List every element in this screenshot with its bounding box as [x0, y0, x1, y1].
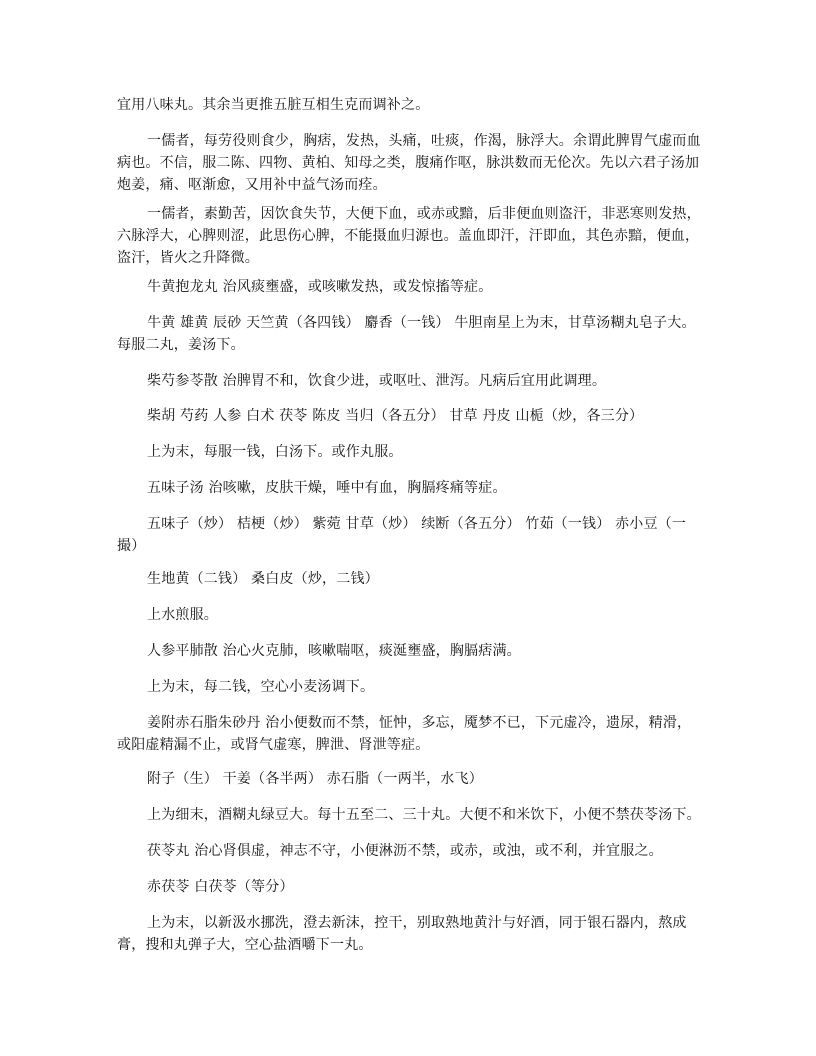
paragraph-16: 附子（生） 干姜（各半两） 赤石脂（一两半，水飞）	[147, 771, 483, 787]
paragraph-17: 上为细末，酒糊丸绿豆大。每十五至二、三十丸。大便不和米饮下，小便不禁茯苓汤下。	[147, 807, 701, 823]
paragraph-20: 上为末，以新汲水挪洗，澄去新沫，控干，别取熟地黄汁与好酒，同于银石器内，熬成膏，搜和丸弹子大，空心盐酒嚼下一丸。	[117, 915, 687, 953]
paragraph-15: 姜附赤石脂朱砂丹 治小便数而不禁，怔忡，多忘，魇梦不已，下元虚冷，遗尿，精滑，或阳虚精漏不止，或肾气虚寒，脾泄、肾泄等症。	[117, 715, 692, 753]
paragraph-2: 一儒者，每劳役则食少，胸痞，发热，头痛，吐痰，作渴，脉浮大。余谓此脾胃气虚而血病也。不信，服二陈、四物、黄柏、知母之类，腹痛作呕，脉洪数而无伦次。先以六君子汤加炮姜，痛、呕渐愈，又用补中益气汤而痊。	[117, 133, 701, 193]
paragraph-14: 上为末，每二钱，空心小麦汤调下。	[147, 679, 375, 695]
paragraph-13: 人参平肺散 治心火克肺，咳嗽喘呕，痰涎壅盛，胸膈痞满。	[147, 643, 521, 659]
paragraph-1: 宜用八味丸。其余当更推五脏互相生克而调补之。	[117, 97, 430, 113]
paragraph-6: 柴芍参苓散 治脾胃不和，饮食少进，或呕吐、泄泻。凡病后宜用此调理。	[147, 373, 607, 389]
paragraph-10: 五味子（炒） 桔梗（炒） 紫菀 甘草（炒） 续断（各五分） 竹茹（一钱） 赤小豆（一撮）	[117, 516, 687, 554]
paragraph-7: 柴胡 芍药 人参 白术 茯苓 陈皮 当归（各五分） 甘草 丹皮 山栀（炒，各三分）	[147, 408, 644, 424]
paragraph-12: 上水煎服。	[147, 607, 218, 623]
paragraph-9: 五味子汤 治咳嗽，皮肤干燥，唾中有血，胸膈疼痛等症。	[147, 480, 507, 496]
paragraph-19: 赤茯苓 白茯苓（等分）	[147, 879, 294, 895]
paragraph-4: 牛黄抱龙丸 治风痰壅盛，或咳嗽发热，或发惊搐等症。	[147, 279, 493, 295]
paragraph-3: 一儒者，素勤苦，因饮食失节，大便下血，或赤或黯，后非便血则盗汗，非恶寒则发热，六脉浮大，心脾则涩，此思伤心脾，不能摄血归源也。盖血即汗，汗即血，其色赤黯，便血，盗汗，皆火之升降微。	[117, 206, 701, 266]
paragraph-8: 上为末，每服一钱，白汤下。或作丸服。	[147, 444, 403, 460]
paragraph-18: 茯苓丸 治心肾俱虚，神志不守，小便淋沥不禁，或赤，或浊，或不利，并宜服之。	[147, 843, 663, 859]
paragraph-11: 生地黄（二钱） 桑白皮（炒，二钱）	[147, 571, 379, 587]
paragraph-5: 牛黄 雄黄 辰砂 天竺黄（各四钱） 麝香（一钱） 牛胆南星上为末，甘草汤糊丸皂子大。每服二丸，姜汤下。	[117, 315, 696, 353]
